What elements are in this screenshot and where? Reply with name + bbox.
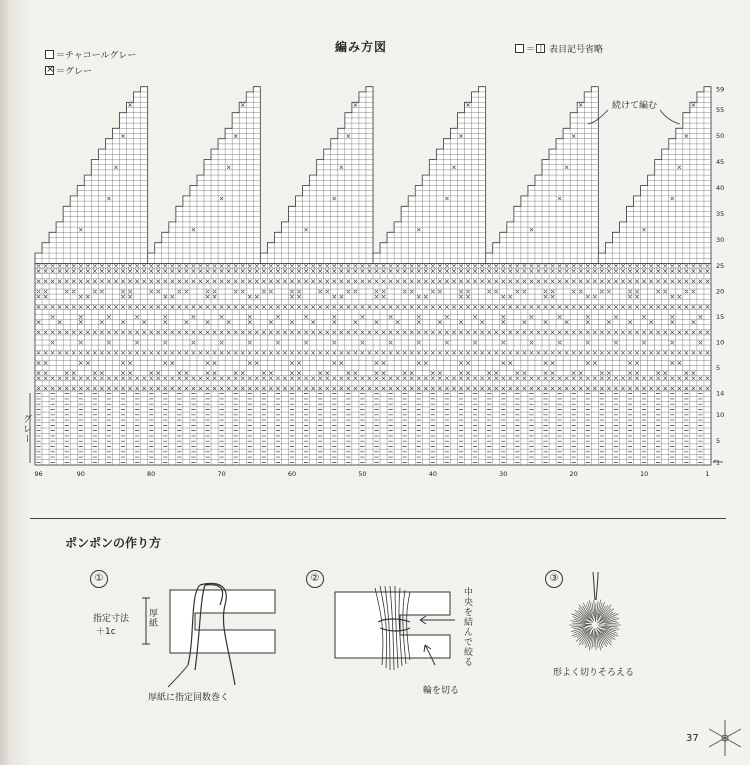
legend-omit-eq: ＝	[526, 45, 536, 55]
gray-side-label: グレー	[21, 414, 31, 444]
row-label: 15	[716, 313, 725, 322]
legend-omit-label: 表目記号省略	[549, 45, 604, 55]
step-1-card-label: 厚紙	[147, 608, 157, 628]
stitch-label: 80	[147, 470, 156, 478]
stitch-label: 20	[569, 470, 578, 478]
continue-note: 続けて編む	[612, 101, 658, 111]
step-2-tie-label: 中央を結んで絞る	[462, 587, 472, 667]
stitch-label: 30	[499, 470, 508, 478]
step-1-number: ①	[90, 570, 108, 588]
row-label: 35	[716, 210, 725, 219]
pompon-illustration	[560, 570, 630, 660]
step-1-caption: 厚紙に指定回数巻く	[148, 693, 230, 703]
row-label: 55	[716, 106, 725, 115]
step-1-size-label: 指定寸法	[93, 614, 130, 624]
stitch-label: 90	[76, 470, 85, 478]
stitch-label: 60	[287, 470, 297, 478]
step-2-number: ②	[306, 570, 324, 588]
row-label: 30	[716, 236, 725, 245]
step-1-illustration	[150, 575, 290, 690]
stitch-label: 40	[428, 470, 437, 478]
row-label: 1	[716, 458, 721, 467]
pompon-ball	[569, 600, 621, 651]
chart-title: 編み方図	[335, 40, 388, 54]
row-label: 25	[716, 262, 725, 271]
stitch-label: 70	[217, 470, 226, 478]
snowflake-icon	[703, 715, 747, 761]
legend-gray-label: ＝グレー	[56, 67, 93, 77]
row-label: 5	[716, 437, 721, 446]
page-number: 37	[686, 733, 699, 744]
row-label: 40	[716, 184, 725, 193]
row-label: 14	[716, 389, 725, 398]
row-label: 59	[716, 85, 725, 94]
row-label: 10	[716, 410, 725, 419]
row-label: 45	[716, 158, 725, 167]
knit-stitch-symbol: 丨	[537, 44, 546, 53]
step-3-number: ③	[545, 570, 563, 588]
stitch-label: 50	[358, 470, 367, 478]
section-divider	[30, 518, 726, 519]
stitch-label: 96	[34, 470, 43, 478]
stitch-label: 1	[705, 470, 710, 478]
step-2-cut-label: 輪を切る	[423, 686, 460, 696]
row-label: 5	[716, 364, 721, 373]
row-label: 50	[716, 132, 725, 141]
row-label: 10	[716, 338, 725, 347]
stitch-label: 10	[639, 470, 649, 478]
legend-charcoal-label: ＝チャコールグレー	[56, 51, 137, 61]
arrows	[410, 610, 460, 670]
size-bracket	[138, 596, 158, 646]
step-3-caption: 形よく切りそろえる	[553, 668, 635, 678]
step-1-plus-label: ＋1c	[96, 627, 116, 637]
row-label: 20	[716, 287, 725, 296]
pompon-title: ポンポンの作り方	[65, 536, 162, 550]
continue-arrow	[588, 110, 680, 124]
